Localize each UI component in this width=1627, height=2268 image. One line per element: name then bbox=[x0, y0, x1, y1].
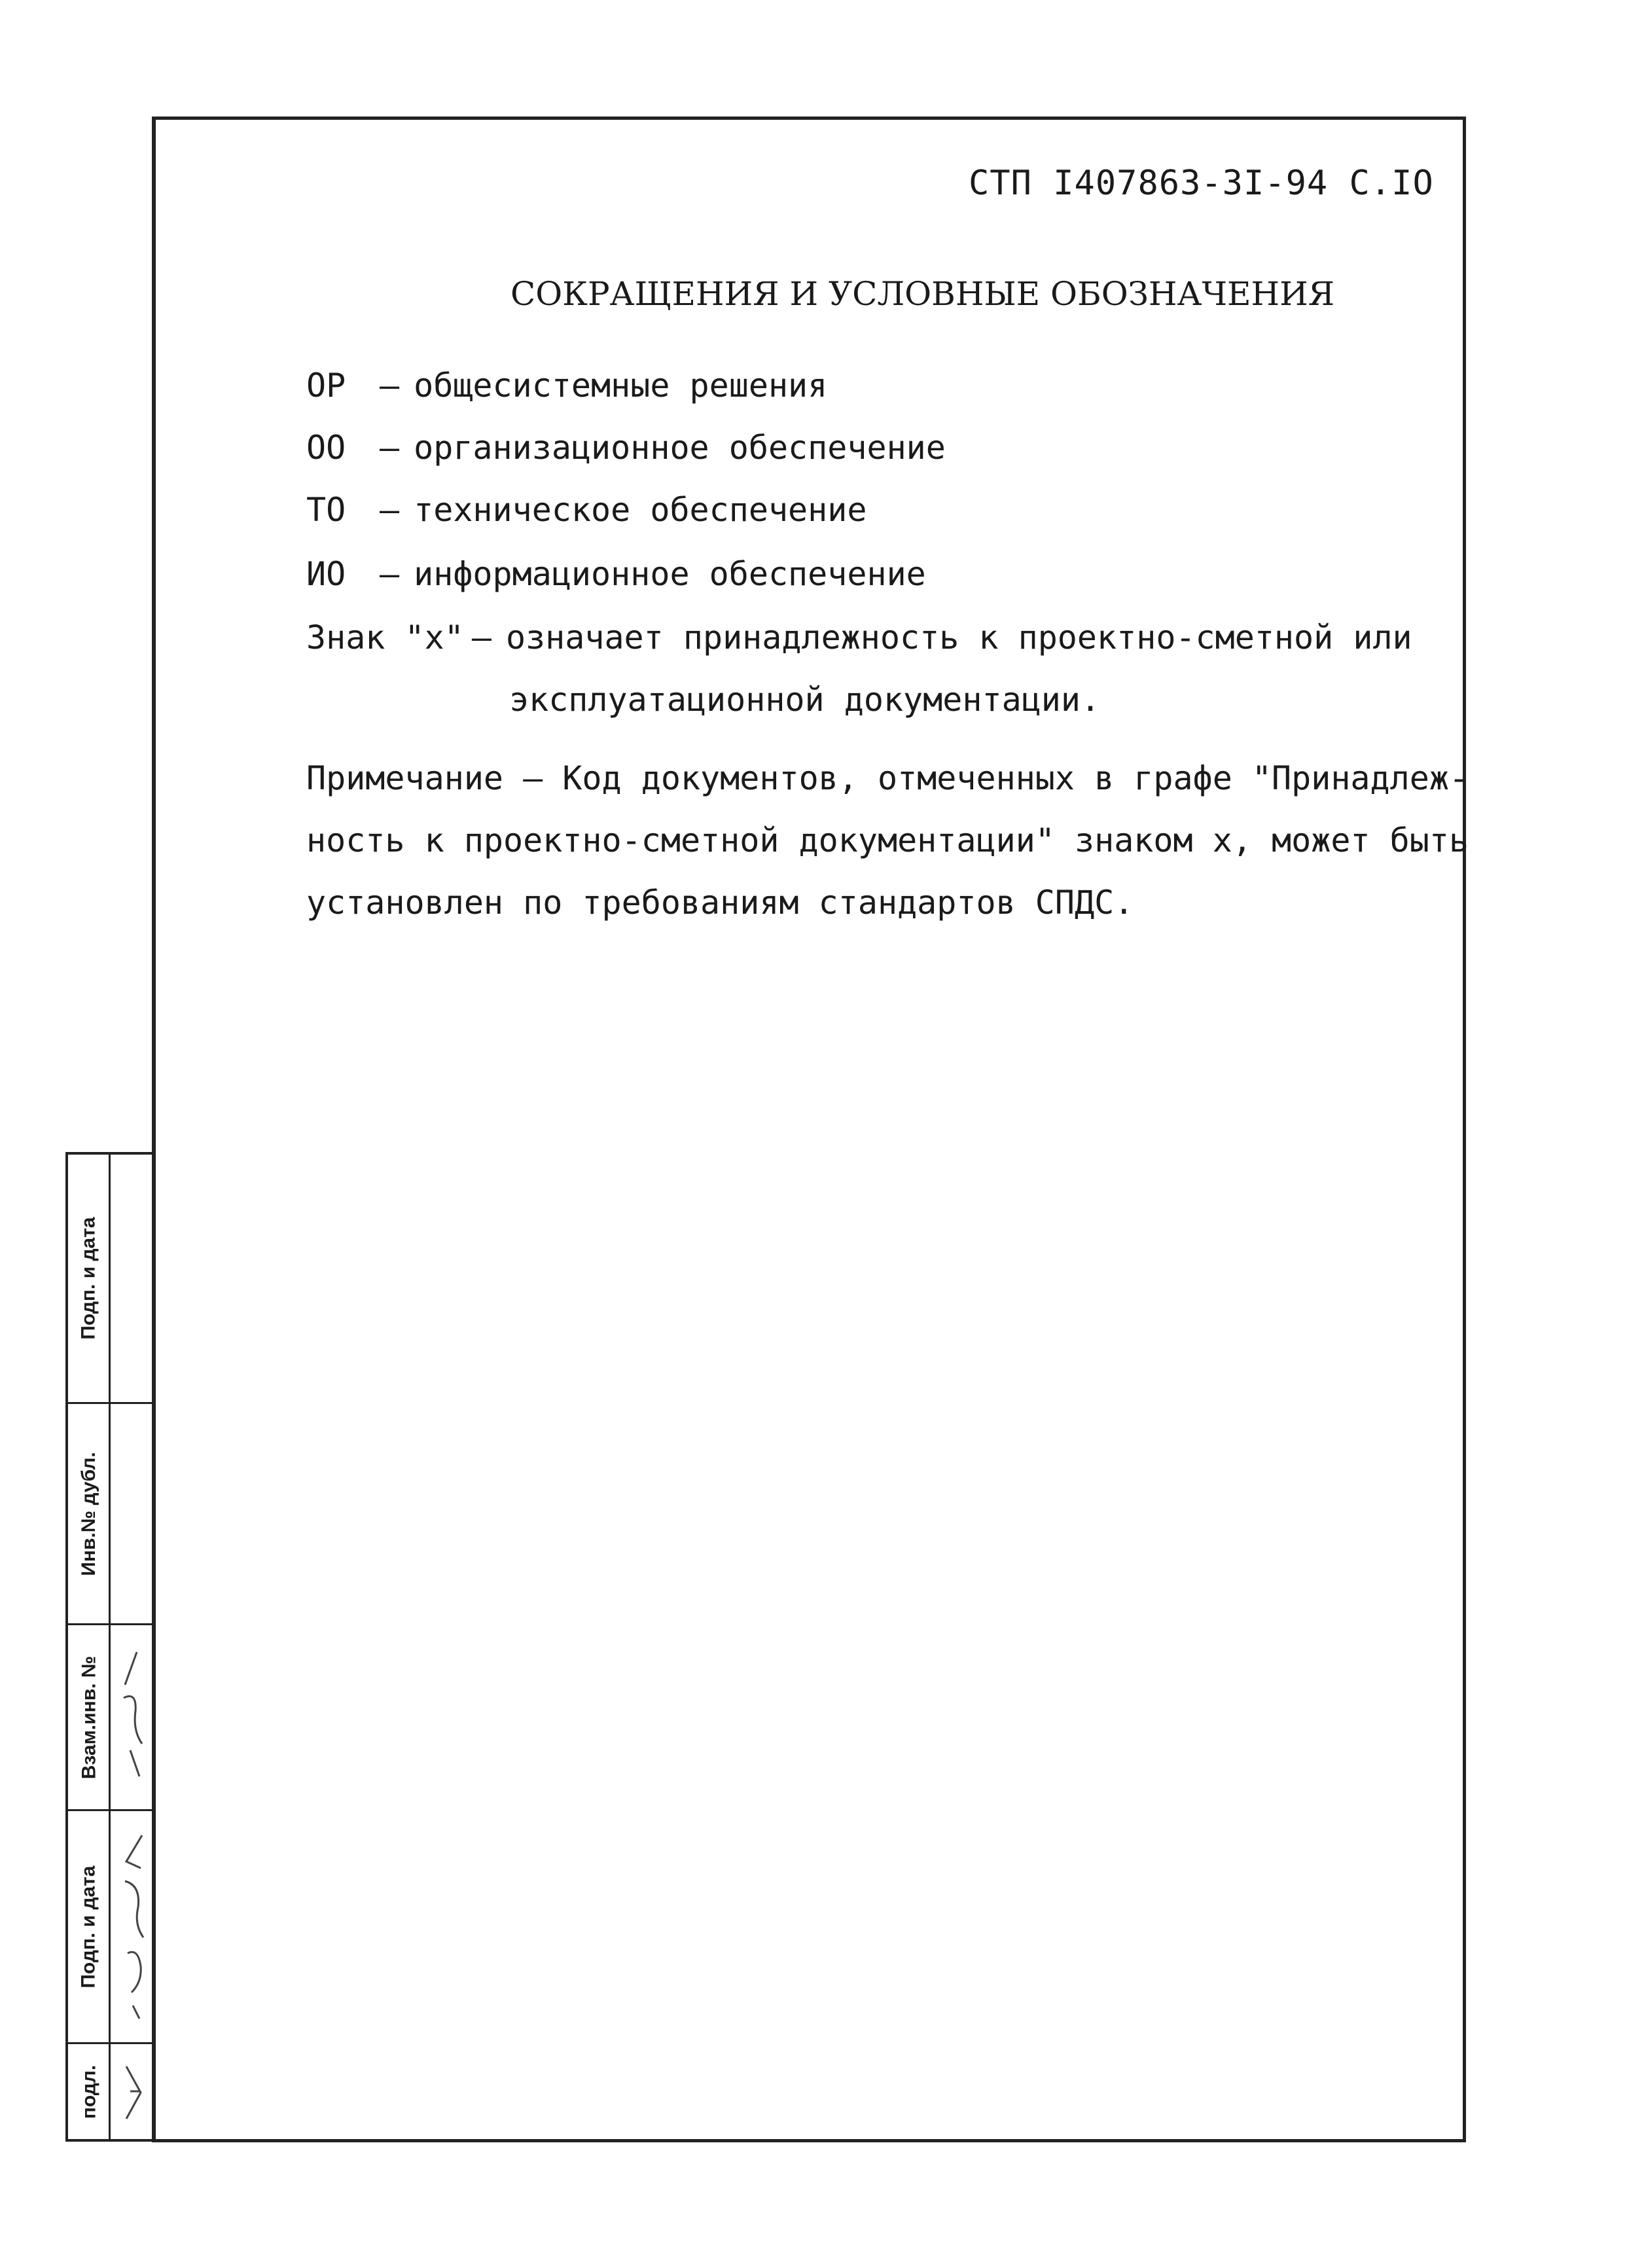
page-frame bbox=[152, 117, 1466, 2142]
note-line: ность к проектно-сметной документации" знаком х, может быть bbox=[306, 821, 1469, 859]
stamp-label-cell bbox=[71, 1811, 107, 2042]
abbreviation-dash: – bbox=[471, 619, 492, 657]
stamp-label-cell bbox=[71, 1625, 107, 1809]
stamp-label: Подп. и дата bbox=[78, 1865, 99, 1989]
stamp-label-cell bbox=[71, 2044, 107, 2139]
handwritten-signature bbox=[114, 2048, 153, 2136]
abbreviation-text: организационное обеспечение bbox=[414, 429, 946, 467]
abbreviation-code: ОО bbox=[306, 429, 346, 467]
stamp-label: Инв.№ дубл. bbox=[78, 1451, 100, 1576]
abbreviation-code: ОР bbox=[306, 367, 346, 405]
stamp-label: подл. bbox=[78, 2064, 99, 2119]
stamp-label-cell bbox=[71, 1155, 107, 1402]
stamp-label: Подп. и дата bbox=[78, 1217, 99, 1340]
note-line: Примечание – Код документов, отмеченных в графе "Принадлеж- bbox=[306, 759, 1469, 797]
abbreviation-row bbox=[306, 429, 946, 467]
stamp-column-divider bbox=[109, 1155, 111, 2139]
stamp-label: Взам.инв. № bbox=[78, 1655, 100, 1779]
section-heading: СОКРАЩЕНИЯ И УСЛОВНЫЕ ОБОЗНАЧЕНИЯ bbox=[510, 275, 1335, 313]
abbreviation-row bbox=[306, 619, 1412, 657]
abbreviation-code: ТО bbox=[306, 491, 346, 529]
abbreviation-dash: – bbox=[380, 429, 400, 467]
handwritten-signature bbox=[114, 1639, 153, 1796]
side-stamp-table bbox=[65, 1152, 154, 2142]
abbreviation-code: Знак "х" bbox=[306, 619, 464, 657]
abbreviation-row bbox=[306, 367, 827, 405]
abbreviation-row bbox=[306, 555, 926, 593]
abbreviation-text: техническое обеспечение bbox=[414, 491, 867, 529]
abbreviation-dash: – bbox=[380, 491, 400, 529]
note-line: установлен по требованиям стандартов СПДС. bbox=[306, 884, 1134, 922]
abbreviation-text: информационное обеспечение bbox=[414, 555, 926, 593]
handwritten-signature bbox=[114, 1822, 153, 2032]
abbreviation-text: общесистемные решения bbox=[414, 367, 828, 405]
abbreviation-dash: – bbox=[380, 367, 400, 405]
abbreviation-row bbox=[306, 491, 867, 529]
abbreviation-text: означает принадлежность к проектно-сметной или bbox=[505, 619, 1412, 657]
abbreviation-continuation: эксплуатационной документации. bbox=[509, 681, 1101, 719]
abbreviation-dash: – bbox=[380, 555, 400, 593]
abbreviation-code: ИО bbox=[306, 555, 346, 593]
stamp-label-cell bbox=[71, 1404, 107, 1623]
document-code: СТП I407863-3I-94 С.IO bbox=[969, 164, 1434, 203]
